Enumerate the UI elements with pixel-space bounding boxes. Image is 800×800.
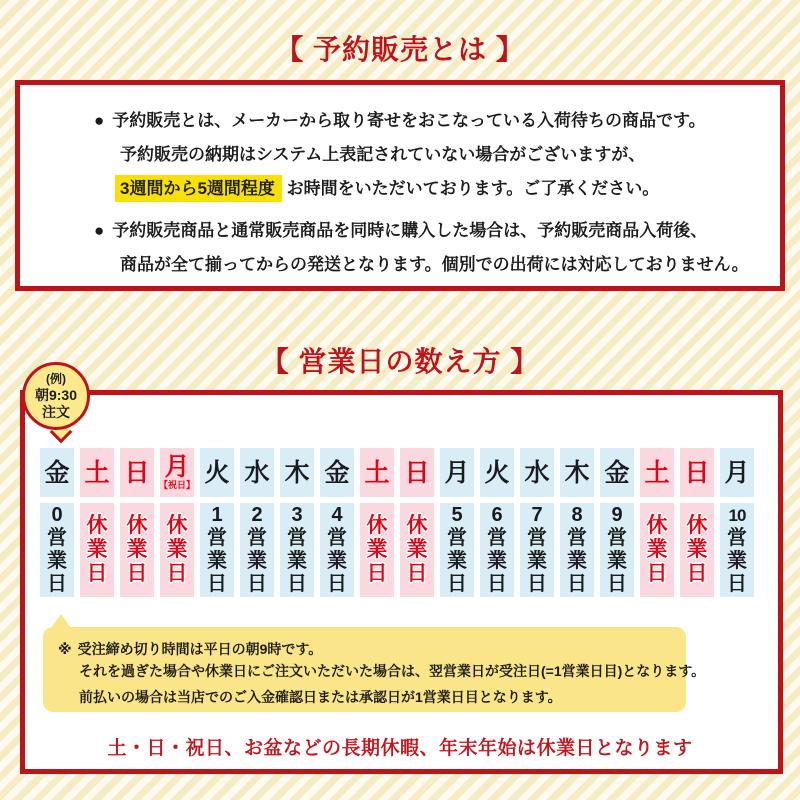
preorder-text: 予約販売とは、メーカーから取り寄せをおこなっている入荷待ちの商品です。 — [112, 111, 706, 130]
day-status: 1 営 業 日 — [200, 503, 234, 597]
calendar-column — [640, 448, 674, 597]
calendar-column — [520, 448, 554, 597]
highlight-text: 3週間から5週間程度 — [115, 175, 282, 202]
notice-text: 受注締め切り時間は平日の朝9時です。 — [77, 641, 323, 657]
notice-line2: それを過ぎた場合や休業日にご注文いただいた場合は、翌営業日が受注日(=1営業日目)となります。 — [79, 663, 706, 679]
calendar-column — [200, 448, 234, 597]
calendar-column — [280, 448, 314, 597]
calendar-column — [400, 448, 434, 597]
day-header: 金 — [320, 448, 354, 497]
day-status: 5 営 業 日 — [440, 503, 474, 597]
page-title-preorder: 【 予約販売とは 】 — [275, 34, 525, 65]
day-header: 金 — [600, 448, 634, 497]
calendar-column — [160, 448, 194, 597]
day-status: 0 営 業 日 — [40, 503, 74, 597]
day-header: 火 — [480, 448, 514, 497]
calendar-column — [40, 448, 74, 597]
page-title-business-days: 【 営業日の数え方 】 — [260, 346, 540, 377]
calendar-column — [320, 448, 354, 597]
notice-line1 — [58, 638, 686, 660]
calendar-column — [440, 448, 474, 597]
day-header: 水 — [520, 448, 554, 497]
day-header: 日 — [120, 448, 154, 497]
day-header: 土 — [640, 448, 674, 497]
preorder-bullet2-line1 — [94, 214, 780, 248]
day-status: 休 業 日 — [640, 503, 674, 597]
day-header: 土 — [360, 448, 394, 497]
notice-line3: 前払いの場合は当店でのご入金確認日または承認日が1営業日目となります。 — [79, 689, 562, 705]
preorder-info-box — [15, 80, 785, 291]
day-header: 月 【祝日】 — [160, 448, 194, 497]
preorder-bullet2-line2: 商品が全て揃ってからの発送となります。個別での出荷には対応しておりません。 — [120, 255, 749, 274]
day-status: 4 営 業 日 — [320, 503, 354, 597]
day-header: 日 — [400, 448, 434, 497]
day-header: 月 — [720, 448, 754, 497]
calendar-column — [120, 448, 154, 597]
calendar-column — [600, 448, 634, 597]
calendar-column — [720, 448, 754, 597]
day-header: 火 — [200, 448, 234, 497]
day-header: 土 — [80, 448, 114, 497]
day-status: 休 業 日 — [80, 503, 114, 597]
day-status: 6 営 業 日 — [480, 503, 514, 597]
order-notice-box — [43, 627, 706, 712]
day-header: 水 — [240, 448, 274, 497]
day-status: 休 業 日 — [120, 503, 154, 597]
day-status: 休 業 日 — [160, 503, 194, 597]
calendar-column — [360, 448, 394, 597]
preorder-text: お時間をいただいております。ご了承ください。 — [281, 179, 660, 198]
bullet-icon: ● — [94, 221, 105, 240]
day-header: 日 — [680, 448, 714, 497]
badge-example-label: (例) — [46, 371, 66, 386]
preorder-bullet1-line1 — [94, 104, 780, 138]
preorder-text: 予約販売商品と通常販売商品を同時に購入した場合は、予約販売商品入荷後、 — [112, 221, 708, 240]
badge-time-label: 朝9:30 — [34, 386, 78, 403]
business-day-calendar — [40, 448, 754, 597]
day-status: 7 営 業 日 — [520, 503, 554, 597]
notice-marker: ※ — [58, 641, 72, 657]
day-header: 月 — [440, 448, 474, 497]
day-status: 休 業 日 — [680, 503, 714, 597]
calendar-column — [680, 448, 714, 597]
day-status: 休 業 日 — [400, 503, 434, 597]
day-status: 10 営 業 日 — [720, 503, 754, 597]
example-order-badge — [22, 362, 90, 430]
calendar-column — [80, 448, 114, 597]
calendar-column — [560, 448, 594, 597]
calendar-column — [240, 448, 274, 597]
preorder-bullet1-line2: 予約販売の納期はシステム上表記されていない場合がございますが、 — [120, 145, 646, 164]
holiday-footer-note: 土・日・祝日、お盆などの長期休暇、年末年始は休業日となります — [107, 738, 693, 759]
calendar-column — [480, 448, 514, 597]
day-status: 9 営 業 日 — [600, 503, 634, 597]
notice-tail-pointer — [51, 614, 71, 628]
day-header: 金 — [40, 448, 74, 497]
bullet-icon: ● — [94, 111, 105, 130]
day-status: 2 営 業 日 — [240, 503, 274, 597]
preorder-bullet1-line3 — [120, 172, 780, 206]
day-header: 木 — [280, 448, 314, 497]
day-header: 木 — [560, 448, 594, 497]
badge-order-label: 注文 — [42, 403, 70, 420]
day-status: 8 営 業 日 — [560, 503, 594, 597]
day-status: 休 業 日 — [360, 503, 394, 597]
day-status: 3 営 業 日 — [280, 503, 314, 597]
